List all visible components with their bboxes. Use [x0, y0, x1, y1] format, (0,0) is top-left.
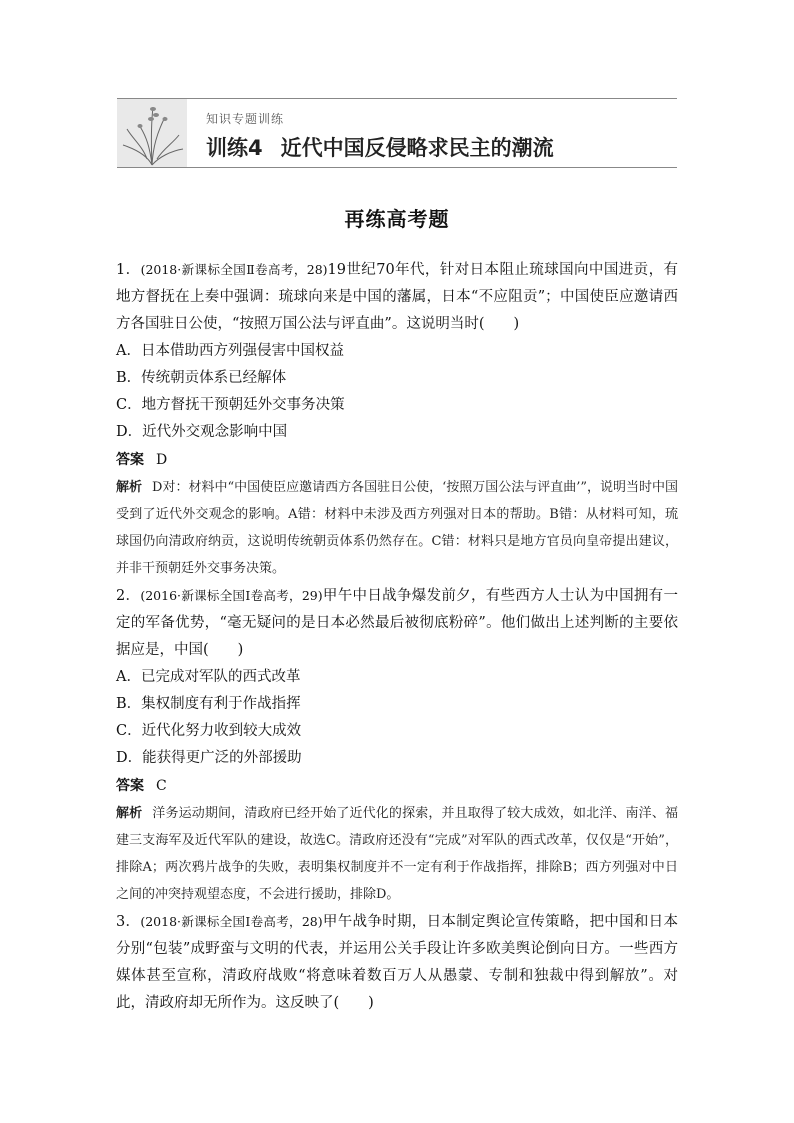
explanation-label: 解析 [116, 480, 143, 495]
question-number: 3． [116, 914, 141, 930]
title-text: 近代中国反侵略求民主的潮流 [280, 136, 554, 160]
question-1-stem [116, 256, 678, 338]
question-1-explanation [116, 474, 678, 582]
question-text: 甲午中日战争爆发前夕，有些西方人士认为中国拥有一定的军备优势，“毫无疑问的是日本必然最后被彻底粉碎”。他们做出上述判断的主要依据应是，中国( ) [116, 588, 678, 658]
question-2-stem [116, 582, 678, 664]
question-2-answer [116, 772, 678, 800]
header-banner [117, 98, 677, 168]
question-1-option-c: C．地方督抚干预朝廷外交事务决策 [116, 397, 345, 413]
answer-label: 答案 [116, 452, 144, 468]
question-number: 2． [116, 588, 141, 604]
question-1-option-a: A．日本借助西方列强侵害中国权益 [116, 343, 344, 359]
question-2-explanation [116, 800, 678, 908]
banner-bottom-rule [117, 167, 677, 168]
page-title [206, 132, 554, 162]
questions-content [116, 256, 678, 1017]
question-2-option-b: B．集权制度有利于作战指挥 [116, 696, 301, 712]
banner-subtitle: 知识专题训练 [206, 112, 285, 126]
question-source: (2016·新课标全国Ⅰ卷高考，29) [140, 588, 323, 603]
question-number: 1． [116, 262, 141, 278]
question-1-option-b: B．传统朝贡体系已经解体 [116, 370, 287, 386]
question-source: (2018·新课标全国Ⅱ卷高考，28) [140, 262, 328, 277]
question-text: 19世纪70年代，针对日本阻止琉球国向中国进贡，有地方督抚在上奏中强调：琉球向来是中国的藩属，日本“不应阻贡”；中国使臣应邀请西方各国驻日公使，“按照万国公法与评直曲”。这说明当时( ) [116, 262, 678, 332]
question-3-stem [116, 908, 678, 1017]
question-text: 甲午战争时期，日本制定舆论宣传策略，把中国和日本分别“包装”成野蛮与文明的代表，并运用公关手段让许多欧美舆论倒向日方。一些西方媒体甚至宣称，清政府战败“将意味着数百万人从愚蒙、专制和独裁中得到解放”。对此，清政府却无所作为。这反映了( ) [116, 914, 678, 1011]
answer-value: D [156, 452, 168, 468]
answer-label: 答案 [116, 778, 144, 794]
question-2-option-a: A．已完成对军队的西式改革 [116, 669, 301, 685]
orchid-illustration [117, 99, 187, 167]
question-2-option-c: C．近代化努力收到较大成效 [116, 723, 302, 739]
explanation-text: D对：材料中“中国使臣应邀请西方各国驻日公使，‘按照万国公法与评直曲’”，说明当时中国受到了近代外交观念的影响。A错：材料中未涉及西方列强对日本的帮助。B错：从材料可知，琉球国仍向清政府纳贡，这说明传统朝贡体系仍然存在。C错：材料只是地方官员向皇帝提出建议，并非干预朝廷外交事务决策。 [116, 480, 678, 576]
title-number: 训练4 [206, 136, 263, 160]
question-source: (2018·新课标全国Ⅰ卷高考，28) [140, 914, 323, 929]
answer-value: C [156, 778, 167, 794]
question-1-option-d: D．近代外交观念影响中国 [116, 424, 288, 440]
question-1-answer [116, 446, 678, 474]
question-2-option-d: D．能获得更广泛的外部援助 [116, 750, 302, 766]
banner-top-rule [117, 98, 677, 99]
explanation-label: 解析 [116, 806, 143, 821]
explanation-text: 洋务运动期间，清政府已经开始了近代化的探索，并且取得了较大成效，如北洋、南洋、福建三支海军及近代军队的建设，故选C。清政府还没有“完成”对军队的西式改革，仅仅是“开始”，排除A；两次鸦片战争的失败，表明集权制度并不一定有利于作战指挥，排除B；西方列强对中日之间的冲突持观望态度，不会进行援助，排除D。 [116, 806, 678, 902]
section-title: 再练高考题 [344, 207, 450, 231]
